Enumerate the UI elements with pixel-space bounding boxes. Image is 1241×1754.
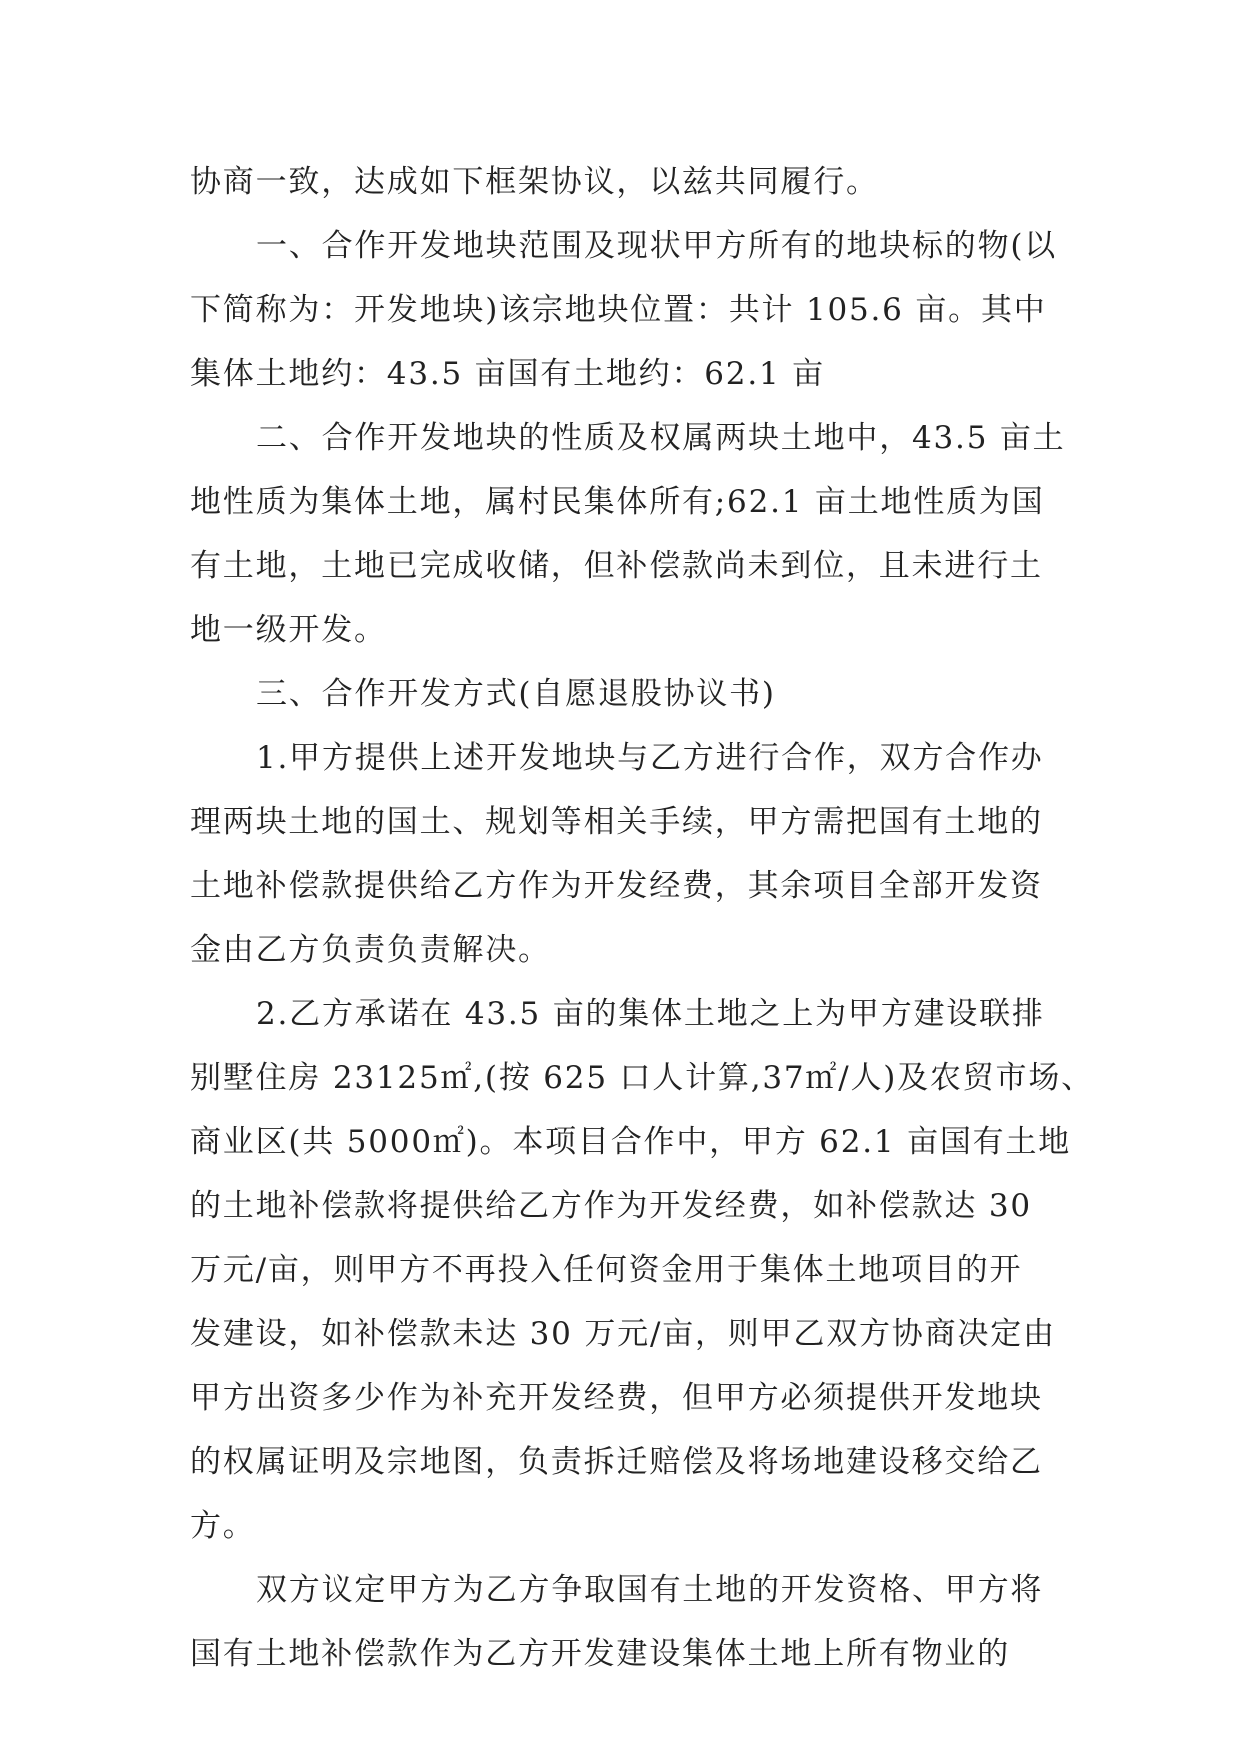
document-body bbox=[190, 150, 1094, 1686]
text-line: 别墅住房 23125㎡,(按 625 口人计算,37㎡/人)及农贸市场、 bbox=[190, 1060, 1094, 1096]
text-line: 商业区(共 5000㎡)。本项目合作中，甲方 62.1 亩国有土地 bbox=[190, 1124, 1072, 1160]
text-line: 集体土地约：43.5 亩国有土地约：62.1 亩 bbox=[190, 356, 825, 392]
section-heading-1: 一、合作开发地块范围及现状甲方所有的地块标的物(以 bbox=[256, 228, 1058, 264]
clause-2: 2.乙方承诺在 43.5 亩的集体土地之上为甲方建设联排 bbox=[256, 996, 1045, 1032]
text-line: 下简称为：开发地块)该宗地块位置：共计 105.6 亩。其中 bbox=[190, 292, 1047, 328]
text-line: 地一级开发。 bbox=[190, 612, 387, 648]
text-line: 协商一致，达成如下框架协议，以兹共同履行。 bbox=[190, 164, 879, 200]
text-line: 的权属证明及宗地图，负责拆迁赔偿及将场地建设移交给乙 bbox=[190, 1444, 1043, 1480]
text-line: 的土地补偿款将提供给乙方作为开发经费，如补偿款达 30 bbox=[190, 1188, 1032, 1224]
text-line: 万元/亩，则甲方不再投入任何资金用于集体土地项目的开 bbox=[190, 1252, 1023, 1288]
paragraph-start: 双方议定甲方为乙方争取国有土地的开发资格、甲方将 bbox=[256, 1572, 1044, 1608]
text-line: 地性质为集体土地，属村民集体所有;62.1 亩土地性质为国 bbox=[190, 484, 1045, 520]
section-heading-2: 二、合作开发地块的性质及权属两块土地中，43.5 亩土 bbox=[256, 420, 1066, 456]
text-line: 发建设，如补偿款未达 30 万元/亩，则甲乙双方协商决定由 bbox=[190, 1316, 1056, 1352]
text-line: 土地补偿款提供给乙方作为开发经费，其余项目全部开发资 bbox=[190, 868, 1043, 904]
text-line: 国有土地补偿款作为乙方开发建设集体土地上所有物业的 bbox=[190, 1636, 1010, 1672]
text-line: 有土地，土地已完成收储，但补偿款尚未到位，且未进行土 bbox=[190, 548, 1043, 584]
text-line: 甲方出资多少作为补充开发经费，但甲方必须提供开发地块 bbox=[190, 1380, 1043, 1416]
text-line: 理两块土地的国土、规划等相关手续，甲方需把国有土地的 bbox=[190, 804, 1043, 840]
section-heading-3: 三、合作开发方式(自愿退股协议书) bbox=[256, 676, 776, 712]
clause-1: 1.甲方提供上述开发地块与乙方进行合作，双方合作办 bbox=[256, 740, 1044, 776]
text-line: 方。 bbox=[190, 1508, 256, 1544]
text-line: 金由乙方负责负责解决。 bbox=[190, 932, 551, 968]
